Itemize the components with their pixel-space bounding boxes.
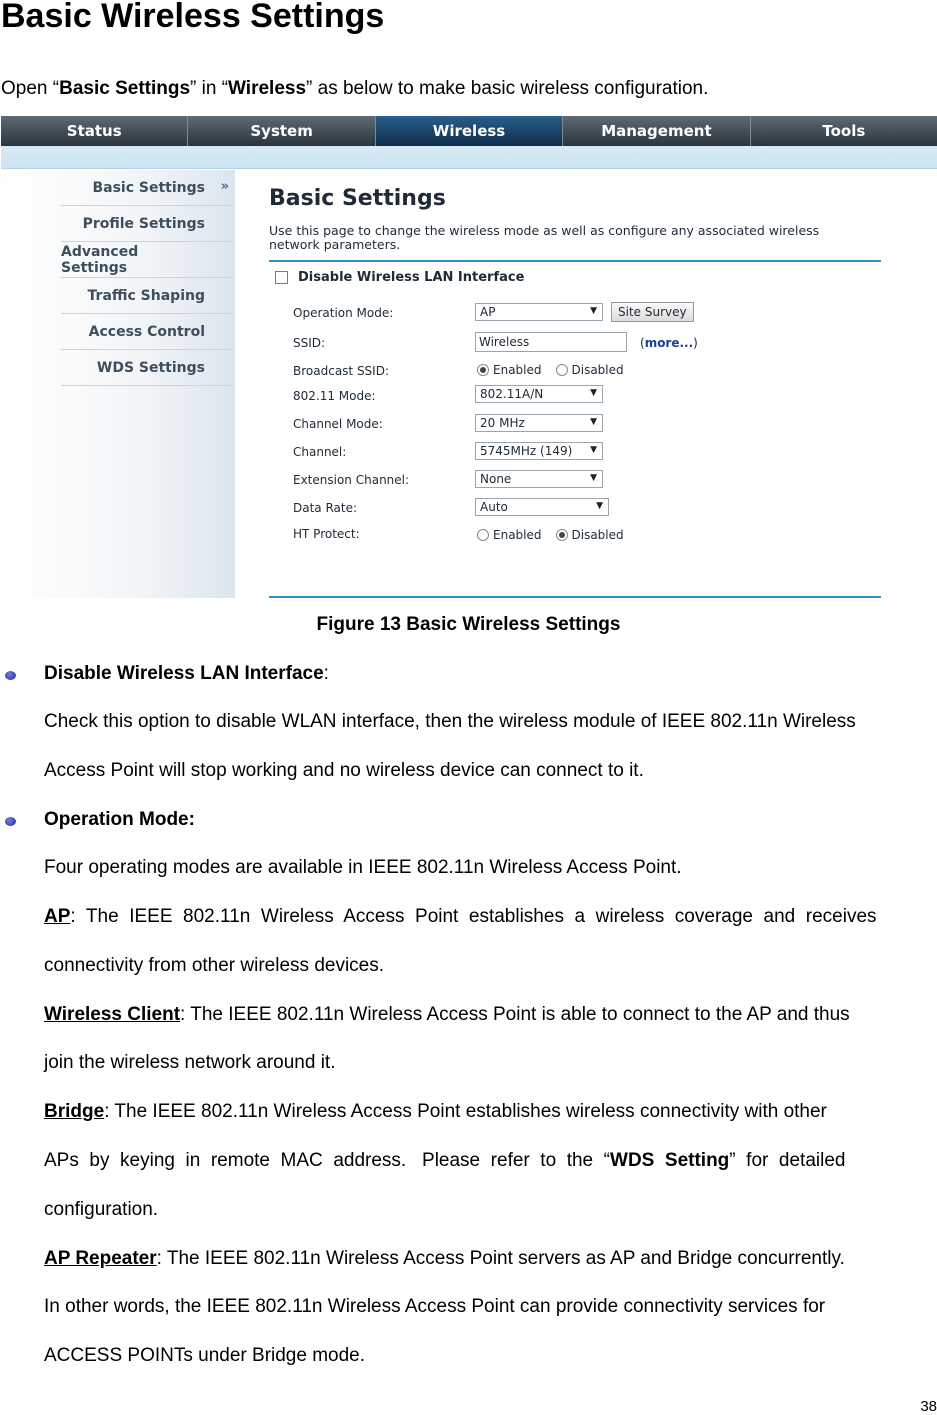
radio-label: Disabled — [571, 363, 624, 377]
tab-wireless[interactable]: Wireless — [376, 116, 563, 146]
repeater-term: AP Repeater — [44, 1248, 157, 1269]
dropdown-arrow-icon: ▼ — [590, 445, 597, 455]
ht-protect-radios — [477, 528, 638, 542]
bullet-icon — [5, 671, 16, 680]
sidebar-item-access-control[interactable] — [61, 314, 233, 350]
screenshot-figure — [1, 116, 937, 598]
disable-wlan-label: Disable Wireless LAN Interface — [298, 270, 525, 285]
channel-mode-select[interactable] — [475, 414, 603, 432]
select-value: AP — [480, 305, 496, 319]
opmode-intro: Four operating modes are available in IEEE 802.11n Wireless Access Point. — [44, 857, 682, 878]
bridge-term: Bridge — [44, 1101, 105, 1122]
client-line-1: Wireless Client: The IEEE 802.11n Wireless Access Point is able to connect to the AP and thus — [44, 1004, 850, 1025]
repeater-line-3: ACCESS POINTs under Bridge mode. — [44, 1345, 366, 1366]
sidebar-item-label: Access Control — [88, 323, 205, 340]
dropdown-arrow-icon: ▼ — [590, 306, 597, 316]
sidebar-item-traffic-shaping[interactable] — [61, 278, 233, 314]
divider — [269, 260, 881, 262]
tab-system[interactable]: System — [188, 116, 375, 146]
page-heading: Basic Wireless Settings — [1, 0, 385, 35]
select-value: Auto — [480, 500, 508, 514]
radio-label: Disabled — [571, 528, 624, 542]
sidebar-item-profile-settings[interactable] — [61, 206, 233, 242]
dropdown-arrow-icon: ▼ — [590, 473, 597, 483]
ssid-input[interactable]: Wireless — [475, 332, 627, 352]
figure-caption: Figure 13 Basic Wireless Settings — [316, 614, 621, 635]
mode-80211-select[interactable] — [475, 385, 603, 403]
ssid-label: SSID: — [293, 336, 326, 350]
bridge-line-2: APs by keying in remote MAC address. Please refer to the “WDS Setting” for detailed — [44, 1150, 846, 1171]
bridge-line-1: Bridge: The IEEE 802.11n Wireless Access Point establishes wireless connectivity with other — [44, 1101, 827, 1122]
sidebar-item-label: Profile Settings — [82, 215, 205, 232]
ap-line-1: AP: The IEEE 802.11n Wireless Access Point establishes a wireless coverage and receives — [44, 906, 877, 927]
site-survey-button[interactable]: Site Survey — [611, 302, 694, 322]
tab-status[interactable]: Status — [1, 116, 188, 146]
select-value: 5745MHz (149) — [480, 444, 573, 458]
ap-term: AP — [44, 906, 71, 927]
bullet-icon — [5, 817, 16, 826]
broadcast-ssid-radios — [477, 363, 638, 377]
radio-label: Enabled — [493, 363, 542, 377]
select-value: None — [480, 472, 512, 486]
ap-line-2: connectivity from other wireless devices. — [44, 955, 385, 976]
bridge-line-3: configuration. — [44, 1199, 159, 1220]
ht-disabled-radio[interactable] — [556, 529, 568, 541]
broadcast-enabled-radio[interactable] — [477, 364, 489, 376]
channel-label: Channel: — [293, 445, 347, 459]
dropdown-arrow-icon: ▼ — [596, 501, 603, 511]
wireless-ref: Wireless — [228, 78, 307, 99]
disable-line-1: Check this option to disable WLAN interface, then the wireless module of IEEE 802.11n Wireless — [44, 711, 856, 732]
channel-mode-label: Channel Mode: — [293, 417, 383, 431]
mode-80211-label: 802.11 Mode: — [293, 389, 376, 403]
divider — [269, 596, 881, 598]
disable-line-2: Access Point will stop working and no wireless device can connect to it. — [44, 760, 644, 781]
double-chevron-right-icon: » — [220, 179, 229, 194]
operation-mode-select[interactable] — [475, 303, 603, 321]
tab-management[interactable]: Management — [563, 116, 750, 146]
intro-text: Open “Basic Settings” in “Wireless” as below to make basic wireless configuration. — [1, 78, 709, 99]
sidebar-item-advanced-settings[interactable] — [61, 242, 233, 278]
sidebar-item-label: WDS Settings — [96, 359, 205, 376]
sidebar — [1, 170, 235, 598]
operation-mode-label: Operation Mode: — [293, 306, 394, 320]
disable-heading: Disable Wireless LAN Interface: — [44, 663, 329, 684]
sub-bar — [1, 146, 937, 169]
data-rate-label: Data Rate: — [293, 501, 358, 515]
sidebar-item-basic-settings[interactable] — [61, 170, 233, 206]
top-nav — [1, 116, 937, 146]
sidebar-item-label: Advanced Settings — [61, 243, 139, 276]
extension-channel-label: Extension Channel: — [293, 473, 410, 487]
dropdown-arrow-icon: ▼ — [590, 388, 597, 398]
client-term: Wireless Client — [44, 1004, 181, 1025]
basic-settings-ref: Basic Settings — [59, 78, 191, 99]
sidebar-item-label: Traffic Shaping — [87, 287, 205, 304]
panel-description: Use this page to change the wireless mode as well as configure any associated wireless network parameters. — [269, 223, 820, 252]
ht-enabled-radio[interactable] — [477, 529, 489, 541]
broadcast-ssid-label: Broadcast SSID: — [293, 364, 389, 378]
disable-wlan-checkbox[interactable] — [275, 271, 288, 284]
sidebar-item-wds-settings[interactable] — [61, 350, 233, 386]
disable-wlan-row — [275, 270, 524, 285]
broadcast-disabled-radio[interactable] — [556, 364, 568, 376]
radio-label: Enabled — [493, 528, 542, 542]
select-value: 802.11A/N — [480, 387, 544, 401]
wds-setting-ref: WDS Setting — [610, 1150, 730, 1171]
channel-select[interactable] — [475, 442, 603, 460]
tab-tools[interactable]: Tools — [822, 122, 866, 140]
select-value: 20 MHz — [480, 416, 525, 430]
ht-protect-label: HT Protect: — [293, 527, 360, 541]
panel-title: Basic Settings — [269, 186, 446, 211]
data-rate-select[interactable] — [475, 498, 609, 516]
more-link[interactable]: (more...) — [640, 336, 698, 350]
page-number: 38 — [920, 1398, 937, 1415]
repeater-line-1: AP Repeater: The IEEE 802.11n Wireless Access Point servers as AP and Bridge concurrently. — [44, 1248, 845, 1269]
client-line-2: join the wireless network around it. — [44, 1052, 336, 1073]
extension-channel-select[interactable] — [475, 470, 603, 488]
repeater-line-2: In other words, the IEEE 802.11n Wireless Access Point can provide connectivity services for — [44, 1296, 826, 1317]
opmode-heading: Operation Mode: — [44, 809, 195, 830]
dropdown-arrow-icon: ▼ — [590, 417, 597, 427]
sidebar-item-label: Basic Settings — [92, 179, 205, 196]
